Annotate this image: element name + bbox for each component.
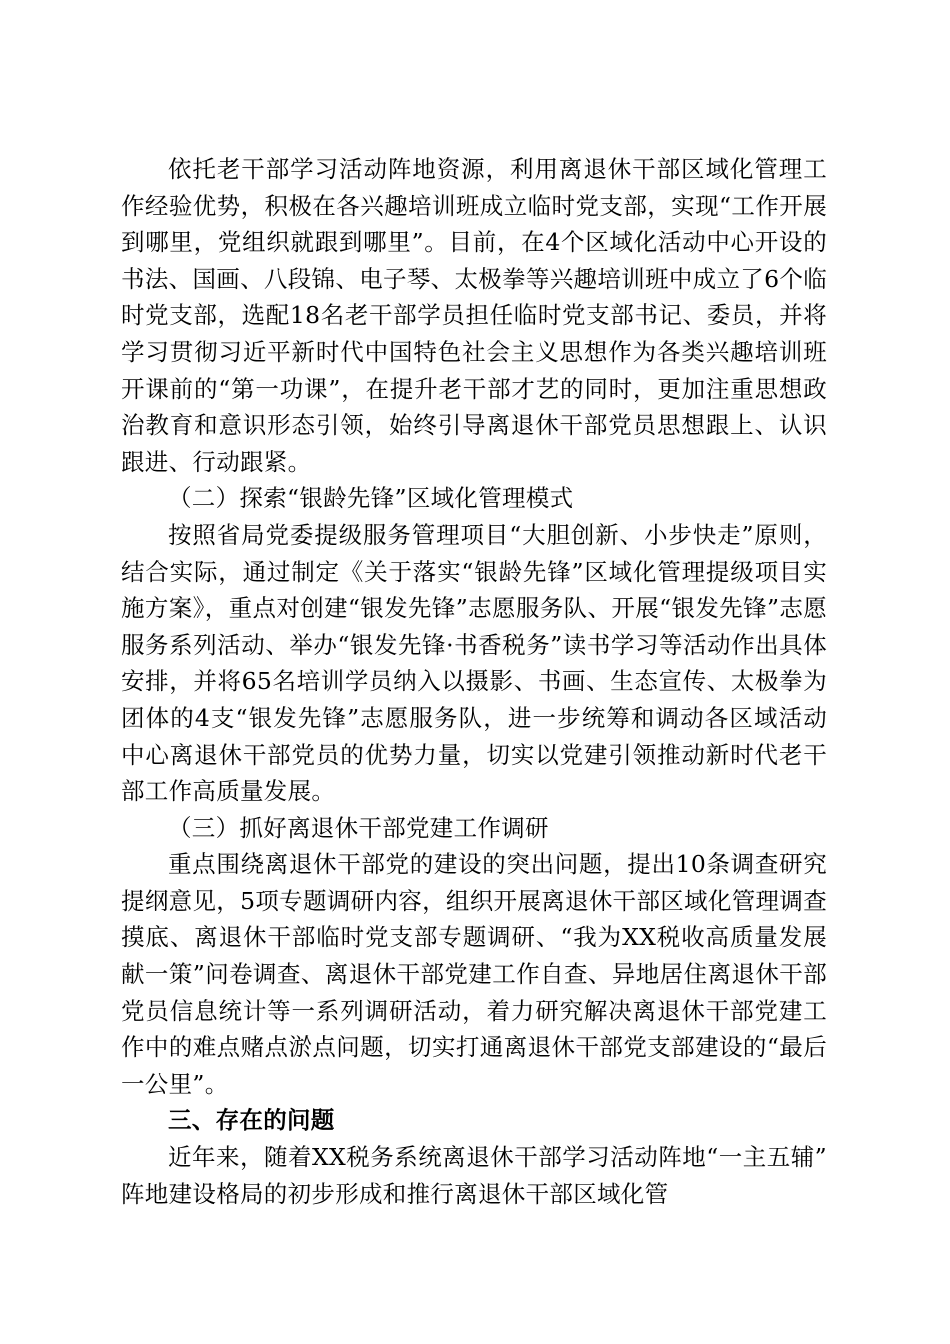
- section-subheading: （三）抓好离退休干部党建工作调研: [168, 813, 549, 842]
- body-paragraph: 依托老干部学习活动阵地资源，利用离退休干部区域化管理工作经验优势，积极在各兴趣培训班成立临时党支部，实现“工作开展到哪里，党组织就跟到哪里”。目前，在4个区域化活动中心开设的书法、国画、八段锦、电子琴、太极拳等兴趣培训班中成立了6个临时党支部，选配18名老干部学员担任临时党支部书记、委员，并将学习贯彻习近平新时代中国特色社会主义思想作为各类兴趣培训班开课前的“第一功课”，在提升老干部才艺的同时，更加注重思想政治教育和意识形态引领，始终引导离退休干部党员思想跟上、认识跟进、行动跟紧。: [121, 155, 827, 476]
- body-paragraph: 重点围绕离退休干部党的建设的突出问题，提出10条调查研究提纲意见，5项专题调研内容，组织开展离退休干部区域化管理调查摸底、离退休干部临时党支部专题调研、“我为XX税收高质量发展献一策”问卷调查、离退休干部党建工作自查、异地居住离退休干部党员信息统计等一系列调研活动，着力研究解决离退休干部党建工作中的难点赌点淤点问题，切实打通离退休干部党支部建设的“最后一公里”。: [121, 850, 827, 1098]
- section-subheading: （二）探索“银龄先锋”区域化管理模式: [168, 484, 574, 513]
- document-page: [121, 151, 827, 1212]
- body-paragraph: 按照省局党委提级服务管理项目“大胆创新、小步快走”原则，结合实际，通过制定《关于落实“银龄先锋”区域化管理提级项目实施方案》，重点对创建“银发先锋”志愿服务队、开展“银发先锋”志愿服务系列活动、举办“银发先锋·书香税务”读书学习等活动作出具体安排，并将65名培训学员纳入以摄影、书画、生态宣传、太极拳为团体的4支“银发先锋”志愿服务队，进一步统筹和调动各区域活动中心离退休干部党员的优势力量，切实以党建引领推动新时代老干部工作高质量发展。: [121, 520, 827, 806]
- body-paragraph: 近年来，随着XX税务系统离退休干部学习活动阵地“一主五辅”阵地建设格局的初步形成和推行离退休干部区域化管: [121, 1143, 827, 1208]
- section-heading: 三、存在的问题: [168, 1106, 335, 1135]
